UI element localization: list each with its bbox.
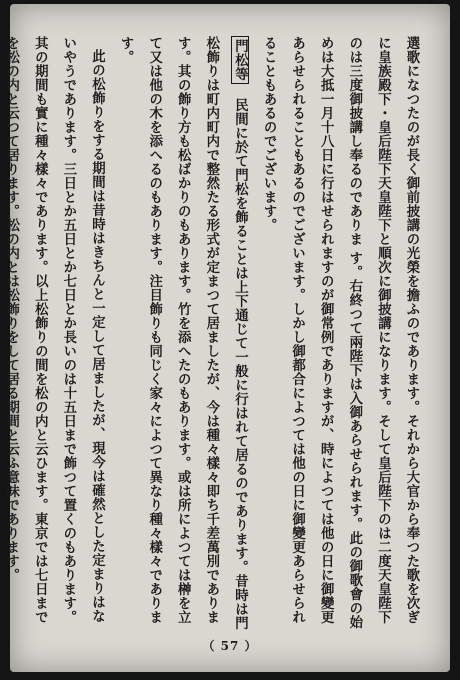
book-page bbox=[3, 4, 450, 672]
paragraph-kadomatsu bbox=[111, 36, 254, 636]
section-heading-kadomatsu: 門松等 bbox=[231, 36, 249, 84]
paragraph-matsu-no-uchi bbox=[0, 36, 111, 636]
page-number: （ 57 ） bbox=[202, 639, 258, 653]
paragraph-poetry-reading bbox=[254, 36, 426, 636]
paragraph-text: 選歌になつたのが長く御前披講の光榮を擔ふのであります。それから大官から奉つた歌を次ぎに皇族殿下・皇后陛下天皇陛下と順次に御披講になります。そして皇后陛下のは二度天皇陛下のは三度御披講し奉るのでありま す。右終つて兩陛下は入御あらせられます。此の御歌會の始めは大抵一月十八日に行はせられますのが御常例でありますが、時によつては他の日に御變更あらせられることもあるのでございます。しかし御都合によつては他の日に御變更あらせられることもあるのでございます。 bbox=[261, 36, 420, 630]
vertical-body-text bbox=[0, 36, 426, 636]
paragraph-text: 此の松飾りをする期間は昔時はきちんと一定して居ましたが、現今は確然とした定まりはないやうであります。三日とか五日とか七日とか長いのは十五日まで飾つて置くのもあります。其の期間も實に種々樣々であります。以上松飾りの間を松の内と云ひます。東京では七日までを松の内と云つて居ります。松の内とは松飾りをして居る期間と云ふ意味であります。 bbox=[3, 36, 106, 624]
paragraph-text: 民間に於て門松を飾ることは上下通じて一般に行はれて居るのであります。昔時は門松飾りは町内町内で整然たる形式が定まつて居ましたが、今は種々樣々即ち千差萬別であります。其の飾り方も松ばかりのもあります。竹を添へたのもあります。或は所によつては榊を立て又は他の木を添へるのもあります。注目飾りも同じく家々によつて異なり種々樣々であります。 bbox=[118, 36, 249, 630]
